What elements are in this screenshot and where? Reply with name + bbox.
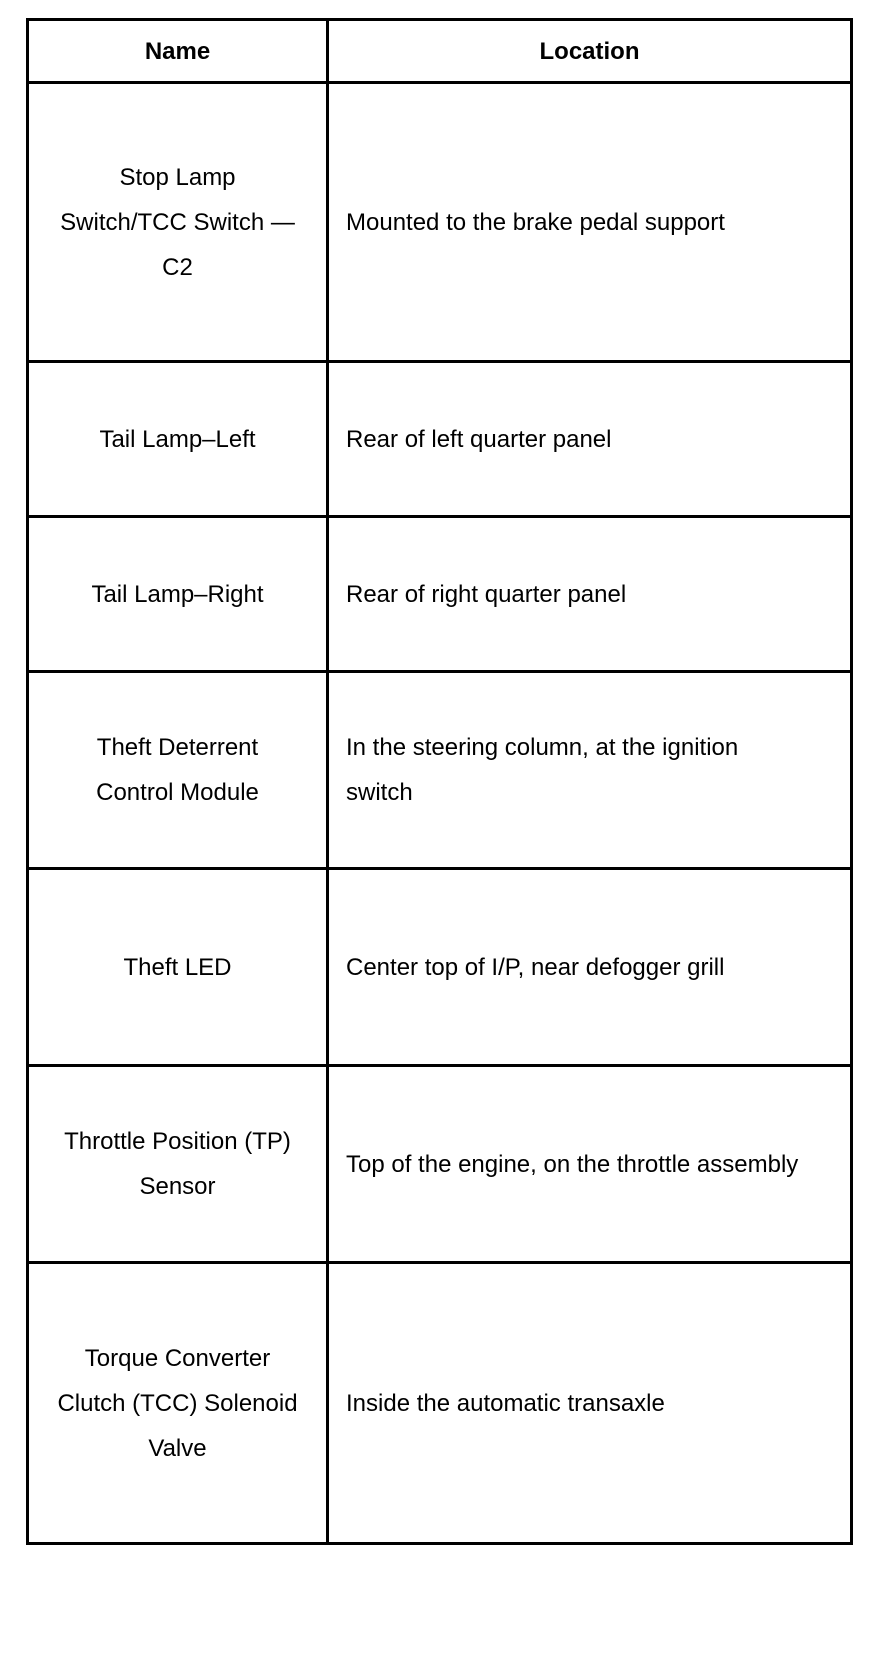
table-row: [28, 869, 852, 1066]
header-row: [28, 20, 852, 83]
document-page: [26, 18, 850, 1545]
component-location-cell: Mounted to the brake pedal support: [328, 83, 852, 362]
table-row: [28, 362, 852, 517]
component-location-cell: Rear of left quarter panel: [328, 362, 852, 517]
component-name-cell: Tail Lamp–Left: [28, 362, 328, 517]
table-row: [28, 1066, 852, 1263]
component-name-cell: Theft Deterrent Control Module: [28, 672, 328, 869]
component-location-cell: Rear of right quarter panel: [328, 517, 852, 672]
component-name-cell: Torque Converter Clutch (TCC) Solenoid Valve: [28, 1263, 328, 1544]
name-column-header: Name: [28, 20, 328, 83]
component-name-cell: Throttle Position (TP) Sensor: [28, 1066, 328, 1263]
component-location-cell: Inside the automatic transaxle: [328, 1263, 852, 1544]
component-location-cell: In the steering column, at the ignition switch: [328, 672, 852, 869]
component-location-cell: Top of the engine, on the throttle assembly: [328, 1066, 852, 1263]
component-location-table: [26, 18, 853, 1545]
component-name-cell: Theft LED: [28, 869, 328, 1066]
table-row: [28, 83, 852, 362]
component-location-cell: Center top of I/P, near defogger grill: [328, 869, 852, 1066]
table-row: [28, 1263, 852, 1544]
table-row: [28, 517, 852, 672]
location-column-header: Location: [328, 20, 852, 83]
component-name-cell: Tail Lamp–Right: [28, 517, 328, 672]
table-row: [28, 672, 852, 869]
component-name-cell: Stop Lamp Switch/TCC Switch — C2: [28, 83, 328, 362]
